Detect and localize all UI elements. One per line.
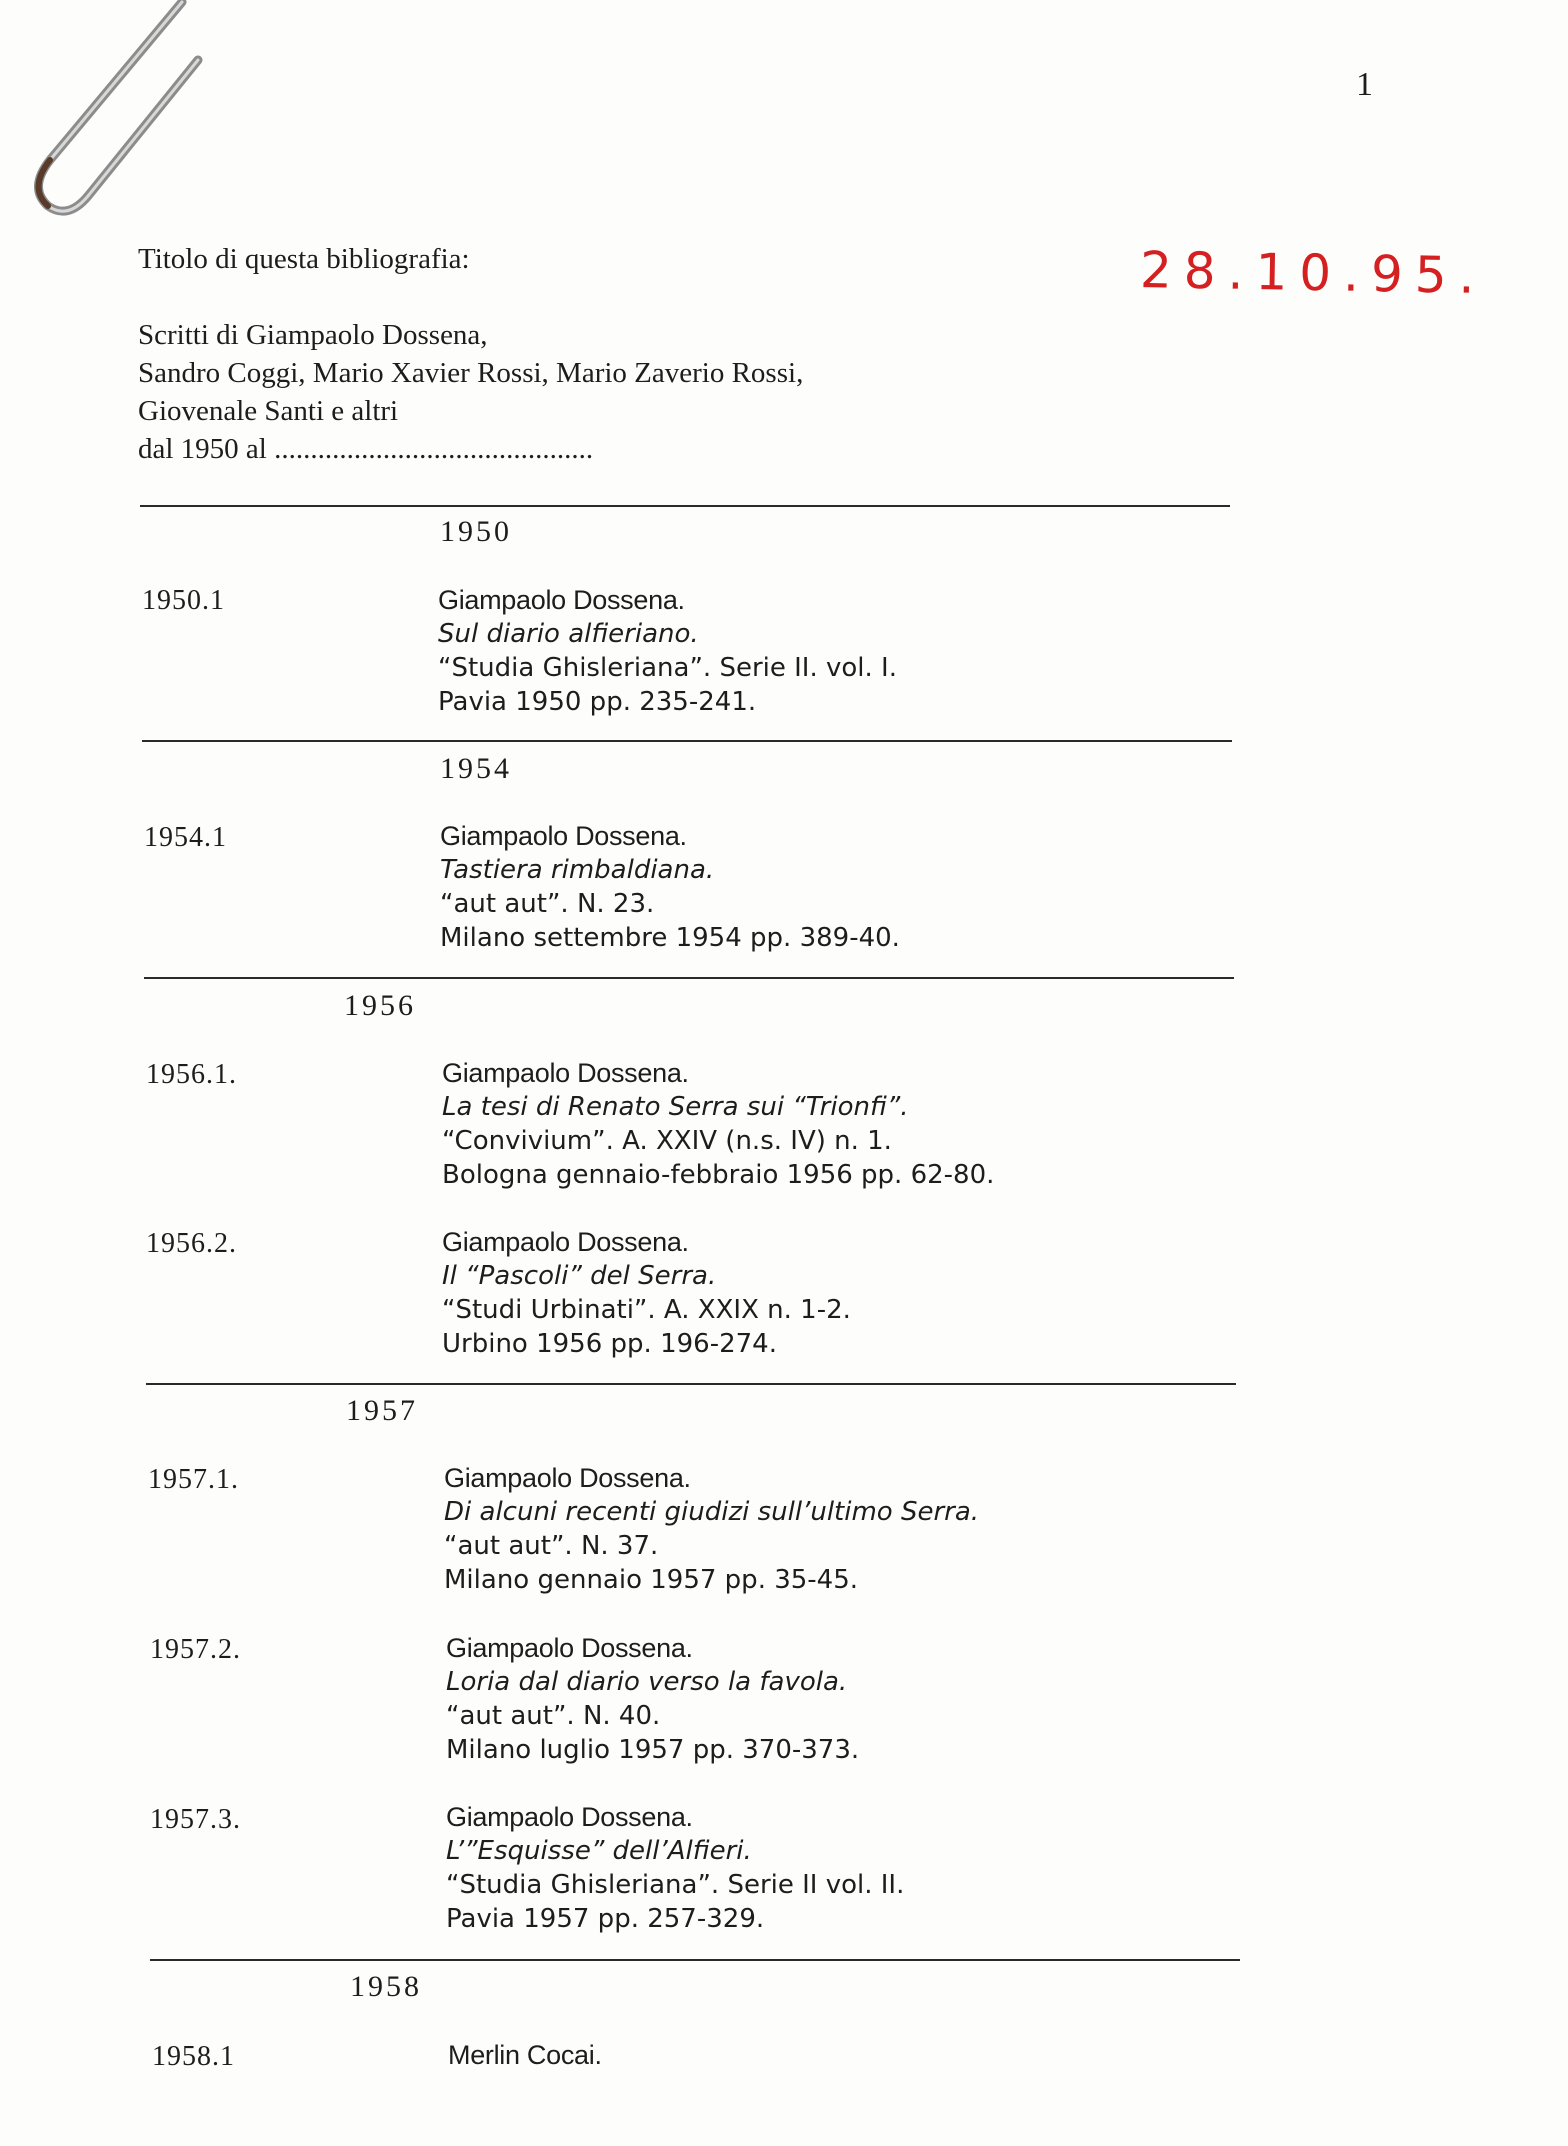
- entry-author: Giampaolo Dossena.: [446, 1633, 693, 1663]
- entry-title: L’”Esquisse” dell’Alfieri.: [446, 1836, 752, 1866]
- header-line: Scritti di Giampaolo Dossena,: [138, 319, 488, 351]
- bibliography-entry: [448, 2038, 602, 2072]
- entry-title: Di alcuni recenti giudizi sull’ultimo Serra.: [444, 1497, 980, 1527]
- entry-title: La tesi di Renato Serra sui “Trionfi”.: [442, 1092, 909, 1122]
- bibliography-entry: [446, 1631, 859, 1767]
- entry-author: Giampaolo Dossena.: [442, 1227, 689, 1257]
- handwritten-date: 28.10.95.: [1139, 240, 1488, 306]
- entry-source: “Studia Ghisleriana”. Serie II vol. II.: [446, 1870, 905, 1900]
- entry-source: “Studi Urbinati”. A. XXIX n. 1-2.: [442, 1295, 851, 1325]
- paperclip-icon: [10, 0, 210, 230]
- bibliography-entry: [446, 1800, 904, 1936]
- entry-title: Loria dal diario verso la favola.: [446, 1667, 848, 1697]
- header-line: dal 1950 al ............................................: [138, 433, 594, 465]
- entry-id: 1957.3.: [150, 1804, 241, 1835]
- year-heading: 1954: [440, 752, 512, 785]
- bibliography-entry: [442, 1056, 994, 1192]
- entry-author: Giampaolo Dossena.: [440, 821, 687, 851]
- entry-author: Giampaolo Dossena.: [438, 585, 685, 615]
- entry-author: Giampaolo Dossena.: [446, 1802, 693, 1832]
- bibliography-entry: [442, 1225, 851, 1361]
- entry-title: Sul diario alfieriano.: [438, 619, 699, 649]
- entry-place: Milano luglio 1957 pp. 370-373.: [446, 1735, 860, 1765]
- bibliography-entry: [440, 819, 900, 955]
- entry-place: Milano settembre 1954 pp. 389-40.: [440, 923, 900, 953]
- header-label: Titolo di questa bibliografia:: [138, 243, 470, 275]
- entry-source: “Convivium”. A. XXIV (n.s. IV) n. 1.: [442, 1126, 892, 1156]
- year-heading: 1950: [440, 515, 512, 548]
- section-divider: [150, 1959, 1240, 1961]
- entry-id: 1956.2.: [146, 1228, 237, 1259]
- entry-source: “aut aut”. N. 37.: [444, 1531, 659, 1561]
- entry-id: 1958.1: [152, 2041, 235, 2072]
- entry-source: “aut aut”. N. 40.: [446, 1701, 661, 1731]
- entry-source: “aut aut”. N. 23.: [440, 889, 655, 919]
- entry-place: Bologna gennaio-febbraio 1956 pp. 62-80.: [442, 1160, 995, 1190]
- header-line: Giovenale Santi e altri: [138, 395, 399, 427]
- bibliography-entry: [438, 583, 897, 719]
- header-line: Sandro Coggi, Mario Xavier Rossi, Mario Zaverio Rossi,: [138, 357, 804, 389]
- entry-id: 1956.1.: [146, 1059, 237, 1090]
- entry-title: Il “Pascoli” del Serra.: [442, 1261, 717, 1291]
- year-heading: 1958: [350, 1970, 422, 2003]
- section-divider: [140, 505, 1230, 507]
- entry-id: 1957.1.: [148, 1464, 239, 1495]
- entry-author: Merlin Cocai.: [448, 2040, 602, 2070]
- page-number: 1: [1356, 66, 1373, 103]
- bibliography-entry: [444, 1461, 979, 1597]
- year-heading: 1957: [346, 1394, 418, 1427]
- entry-id: 1954.1: [144, 822, 227, 853]
- section-divider: [146, 1383, 1236, 1385]
- entry-source: “Studia Ghisleriana”. Serie II. vol. I.: [438, 653, 897, 683]
- year-heading: 1956: [344, 989, 416, 1022]
- entry-id: 1950.1: [142, 585, 225, 616]
- entry-place: Milano gennaio 1957 pp. 35-45.: [444, 1565, 859, 1595]
- entry-place: Pavia 1950 pp. 235-241.: [438, 687, 757, 717]
- bibliography-header: [138, 240, 803, 468]
- entry-place: Pavia 1957 pp. 257-329.: [446, 1904, 765, 1934]
- entry-id: 1957.2.: [150, 1634, 241, 1665]
- entry-author: Giampaolo Dossena.: [442, 1058, 689, 1088]
- entry-title: Tastiera rimbaldiana.: [440, 855, 715, 885]
- section-divider: [144, 977, 1234, 979]
- entry-place: Urbino 1956 pp. 196-274.: [442, 1329, 777, 1359]
- section-divider: [142, 740, 1232, 742]
- entry-author: Giampaolo Dossena.: [444, 1463, 691, 1493]
